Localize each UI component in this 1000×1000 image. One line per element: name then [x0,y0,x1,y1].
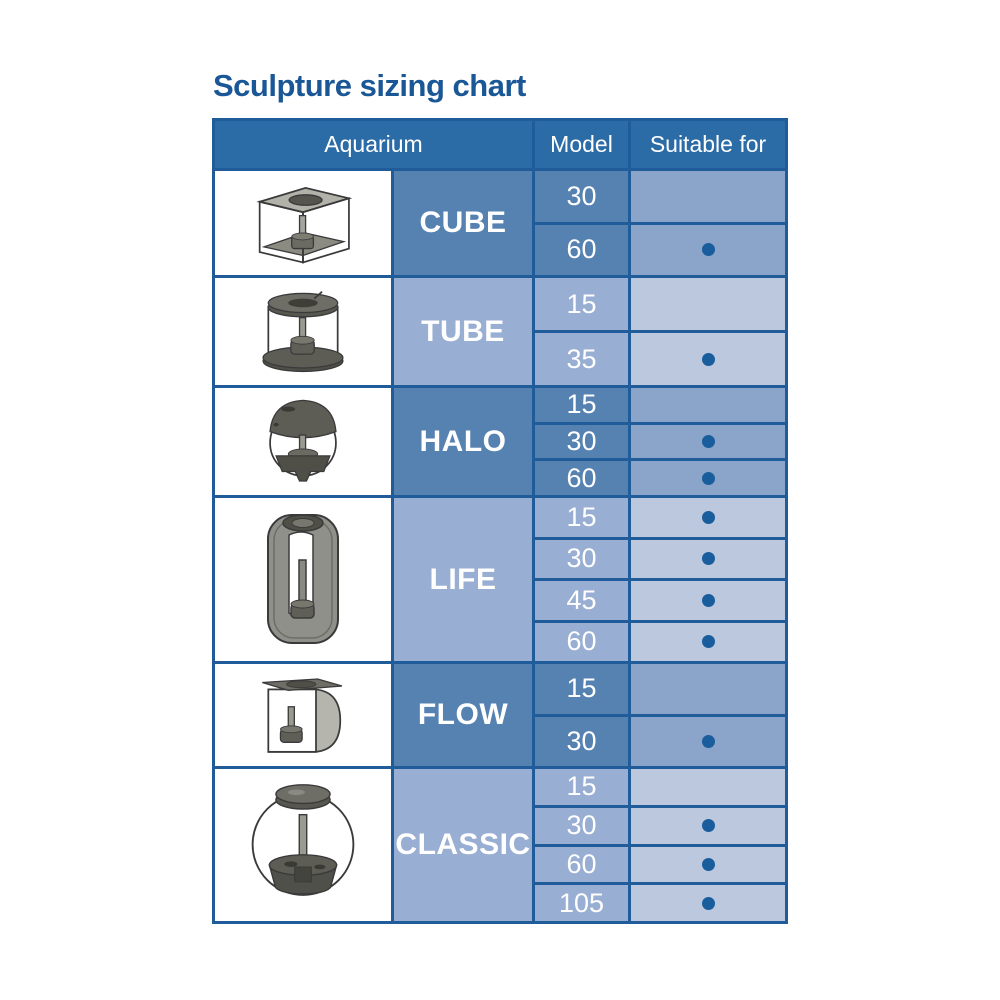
suitable-dot [702,858,715,871]
suitable-dot [702,435,715,448]
cube-aquarium-illustration [215,171,391,275]
suitable-dot [702,635,715,648]
life-icon [243,505,363,655]
model-size: 30 [535,540,628,579]
table-row [535,717,785,767]
suitable-cell [631,461,785,495]
page-title: Sculpture sizing chart [213,68,526,103]
tube-subrows [535,278,785,385]
table-row [535,769,785,805]
flow-aquarium-illustration [215,664,391,766]
suitable-cell [631,717,785,767]
flow-icon [238,670,368,760]
aquarium-name-tube: TUBE [394,278,532,385]
table-row [535,498,785,537]
flow-subrows [535,664,785,766]
classic-aquarium-illustration [215,769,391,921]
model-size: 105 [535,885,628,921]
suitable-cell [631,225,785,276]
aquarium-name-cube: CUBE [394,171,532,275]
suitable-cell [631,278,785,330]
suitable-dot [702,897,715,910]
suitable-cell [631,664,785,714]
model-size: 60 [535,847,628,883]
table-row [535,885,785,921]
aquarium-name-classic: CLASSIC [394,769,532,921]
table-row [535,623,785,662]
classic-subrows [535,769,785,921]
suitable-cell [631,847,785,883]
model-size: 30 [535,808,628,844]
tube-icon [238,285,368,379]
model-size: 15 [535,664,628,714]
model-size: 60 [535,461,628,495]
halo-aquarium-illustration [215,388,391,495]
suitable-cell [631,885,785,921]
suitable-dot [702,735,715,748]
suitable-cell [631,808,785,844]
table-row [535,225,785,276]
table-row [535,847,785,883]
suitable-dot [702,594,715,607]
aquarium-name-halo: HALO [394,388,532,495]
table-row-group-life [215,498,785,661]
table-row-group-halo [215,388,785,495]
table-row [535,171,785,222]
suitable-cell [631,333,785,385]
suitable-dot [702,552,715,565]
suitable-cell [631,769,785,805]
table-row-group-flow [215,664,785,766]
model-size: 15 [535,769,628,805]
table-row [535,808,785,844]
suitable-cell [631,425,785,459]
suitable-dot [702,819,715,832]
model-size: 15 [535,498,628,537]
model-size: 30 [535,171,628,222]
suitable-cell [631,498,785,537]
classic-icon [233,775,373,915]
suitable-cell [631,388,785,422]
column-header-suitable: Suitable for [631,121,785,168]
model-size: 30 [535,425,628,459]
table-header-row [215,121,785,168]
model-size: 30 [535,717,628,767]
halo-subrows [535,388,785,495]
model-size: 15 [535,278,628,330]
model-size: 60 [535,225,628,276]
suitable-dot [702,353,715,366]
suitable-cell [631,623,785,662]
table-row-group-classic [215,769,785,921]
table-row [535,581,785,620]
column-header-model: Model [535,121,628,168]
table-row-group-cube [215,171,785,275]
cube-icon [238,177,368,269]
suitable-dot [702,243,715,256]
model-size: 15 [535,388,628,422]
halo-icon [238,394,368,490]
table-row [535,461,785,495]
suitable-cell [631,171,785,222]
model-size: 35 [535,333,628,385]
aquarium-name-life: LIFE [394,498,532,661]
table-row [535,278,785,330]
sizing-table [212,118,788,924]
column-header-aquarium: Aquarium [215,121,532,168]
tube-aquarium-illustration [215,278,391,385]
suitable-dot [702,472,715,485]
suitable-cell [631,540,785,579]
table-row [535,333,785,385]
life-aquarium-illustration [215,498,391,661]
table-row [535,388,785,422]
model-size: 45 [535,581,628,620]
table-row [535,664,785,714]
suitable-cell [631,581,785,620]
table-row [535,540,785,579]
table-row-group-tube [215,278,785,385]
life-subrows [535,498,785,661]
suitable-dot [702,511,715,524]
cube-subrows [535,171,785,275]
table-row [535,425,785,459]
aquarium-name-flow: FLOW [394,664,532,766]
model-size: 60 [535,623,628,662]
